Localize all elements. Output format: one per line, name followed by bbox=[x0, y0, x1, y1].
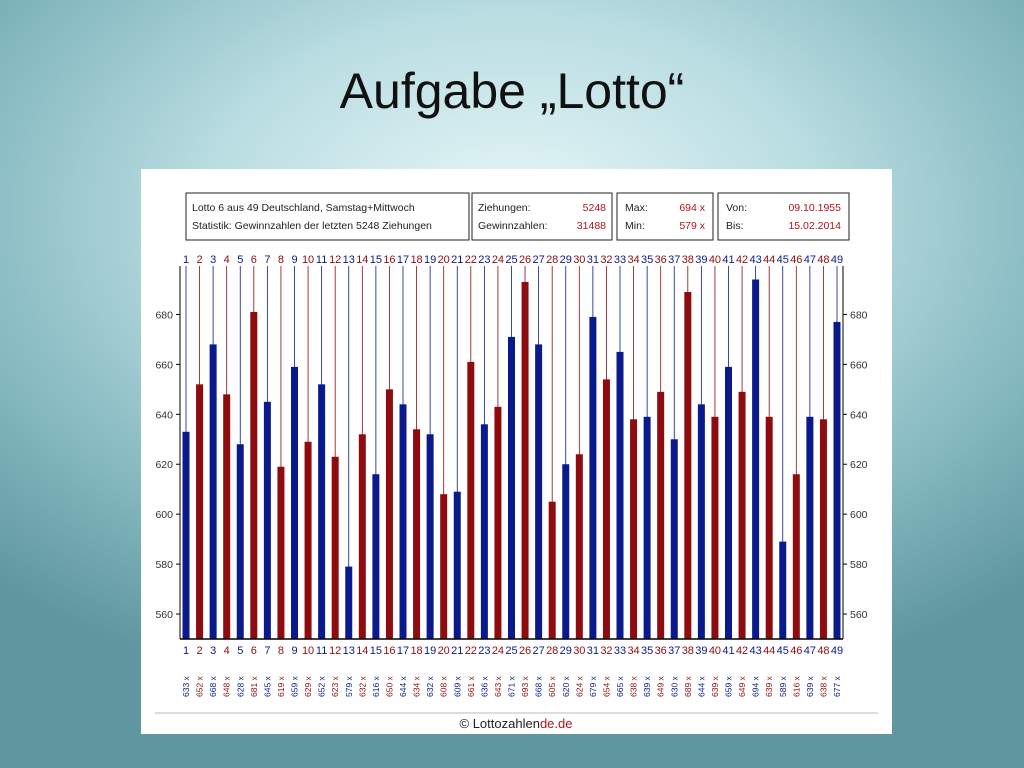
count-label: 620 x bbox=[560, 676, 571, 697]
bis-label: Bis: bbox=[726, 220, 744, 232]
number-label-top: 41 bbox=[722, 254, 735, 266]
y-tick-label-left: 620 bbox=[155, 459, 173, 472]
bar-30 bbox=[576, 454, 583, 639]
number-label-top: 10 bbox=[301, 254, 315, 266]
number-label-bottom: 11 bbox=[315, 645, 328, 657]
count-label: 681 x bbox=[248, 676, 259, 697]
number-label-bottom: 21 bbox=[451, 645, 464, 657]
number-label-top: 19 bbox=[424, 254, 437, 266]
count-label: 608 x bbox=[438, 676, 449, 697]
number-label-top: 37 bbox=[668, 254, 681, 266]
count-label: 694 x bbox=[750, 676, 761, 697]
bar-20 bbox=[440, 494, 447, 639]
bar-21 bbox=[454, 492, 461, 639]
number-label-top: 24 bbox=[491, 254, 505, 266]
lotto-chart bbox=[141, 169, 892, 734]
number-label-bottom: 9 bbox=[291, 645, 298, 657]
count-label: 665 x bbox=[615, 676, 625, 697]
number-label-bottom: 39 bbox=[695, 645, 708, 657]
number-label-bottom: 29 bbox=[559, 645, 572, 657]
number-label-top: 36 bbox=[654, 254, 667, 266]
bar-28 bbox=[549, 502, 556, 639]
min-value: 579 x bbox=[679, 220, 705, 232]
bar-14 bbox=[359, 434, 366, 639]
number-label-top: 15 bbox=[369, 254, 382, 266]
count-label: 628 x bbox=[235, 676, 246, 697]
bar-2 bbox=[196, 384, 203, 639]
y-tick-label-right: 600 bbox=[850, 509, 868, 522]
bar-44 bbox=[766, 417, 773, 639]
y-tick-label-right: 640 bbox=[850, 409, 868, 422]
y-tick-label-right: 560 bbox=[850, 609, 868, 622]
description-line-2: Statistik: Gewinnzahlen der letzten 5248 Ziehungen bbox=[192, 220, 432, 232]
number-label-bottom: 32 bbox=[600, 645, 613, 657]
number-label-top: 34 bbox=[627, 254, 640, 266]
max-label: Max: bbox=[625, 202, 648, 214]
number-label-bottom: 20 bbox=[437, 645, 450, 657]
gewinnzahlen-label: Gewinnzahlen: bbox=[478, 220, 548, 232]
bar-5 bbox=[237, 444, 244, 639]
bar-36 bbox=[657, 392, 664, 639]
bar-25 bbox=[508, 337, 515, 639]
number-label-top: 32 bbox=[600, 254, 613, 266]
number-label-top: 1 bbox=[182, 254, 190, 266]
number-label-top: 6 bbox=[250, 254, 257, 266]
bar-42 bbox=[739, 392, 746, 639]
bar-17 bbox=[400, 404, 407, 639]
bar-18 bbox=[413, 429, 420, 639]
count-label: 677 x bbox=[832, 676, 842, 697]
bar-6 bbox=[250, 312, 257, 639]
count-label: 579 x bbox=[343, 676, 354, 697]
bar-10 bbox=[305, 442, 312, 639]
number-label-bottom: 4 bbox=[223, 645, 230, 657]
bar-31 bbox=[589, 317, 596, 639]
chart-panel bbox=[141, 169, 892, 734]
number-label-top: 42 bbox=[735, 254, 749, 266]
count-label: 645 x bbox=[262, 676, 273, 697]
number-label-bottom: 33 bbox=[613, 645, 627, 657]
number-label-bottom: 43 bbox=[749, 645, 762, 657]
count-label: 638 x bbox=[628, 676, 639, 697]
count-label: 639 x bbox=[709, 676, 720, 697]
number-label-top: 8 bbox=[277, 254, 284, 266]
number-label-top: 12 bbox=[329, 254, 342, 266]
number-label-top: 9 bbox=[291, 254, 298, 266]
bar-8 bbox=[277, 467, 284, 639]
number-label-bottom: 16 bbox=[383, 645, 396, 657]
number-label-top: 25 bbox=[505, 254, 518, 266]
number-label-bottom: 10 bbox=[301, 645, 315, 657]
bar-46 bbox=[793, 474, 800, 639]
number-label-bottom: 37 bbox=[668, 645, 681, 657]
von-value: 09.10.1955 bbox=[788, 202, 841, 214]
number-label-bottom: 35 bbox=[641, 645, 654, 657]
bar-3 bbox=[210, 344, 217, 639]
footer-source bbox=[460, 716, 573, 731]
info-box-dates bbox=[718, 193, 849, 240]
number-label-top: 46 bbox=[790, 254, 803, 266]
number-label-bottom: 38 bbox=[681, 645, 694, 657]
bis-value: 15.02.2014 bbox=[788, 220, 841, 232]
count-label: 648 x bbox=[221, 676, 232, 697]
number-label-bottom: 26 bbox=[518, 645, 532, 657]
y-tick-label-left: 660 bbox=[155, 359, 173, 372]
count-label: 639 x bbox=[764, 676, 775, 697]
bar-34 bbox=[630, 419, 637, 639]
count-label: 629 x bbox=[303, 676, 314, 697]
number-label-bottom: 46 bbox=[790, 645, 803, 657]
number-label-bottom: 1 bbox=[182, 645, 190, 657]
count-label: 654 x bbox=[601, 676, 612, 697]
bar-49 bbox=[834, 322, 841, 639]
number-label-bottom: 18 bbox=[410, 645, 423, 657]
bar-15 bbox=[372, 474, 379, 639]
number-label-bottom: 47 bbox=[803, 645, 816, 657]
number-label-top: 18 bbox=[410, 254, 423, 266]
bar-39 bbox=[698, 404, 705, 639]
number-label-top: 7 bbox=[264, 254, 271, 266]
bar-37 bbox=[671, 439, 678, 639]
bar-23 bbox=[481, 424, 488, 639]
footer-prefix: © Lottozahlen bbox=[459, 716, 540, 731]
bar-22 bbox=[467, 362, 474, 639]
count-label: 619 x bbox=[275, 676, 286, 697]
number-label-top: 39 bbox=[695, 254, 708, 266]
number-label-bottom: 12 bbox=[329, 645, 342, 657]
number-label-top: 22 bbox=[464, 254, 477, 266]
number-label-bottom: 14 bbox=[356, 645, 369, 657]
number-label-bottom: 27 bbox=[532, 645, 545, 657]
number-label-top: 16 bbox=[383, 254, 396, 266]
count-label: 624 x bbox=[574, 676, 585, 697]
number-label-bottom: 3 bbox=[210, 645, 217, 657]
bar-32 bbox=[603, 379, 610, 639]
min-label: Min: bbox=[625, 220, 645, 232]
count-label: 661 x bbox=[465, 676, 476, 697]
bar-35 bbox=[644, 417, 651, 639]
ziehungen-value: 5248 bbox=[582, 202, 606, 214]
number-label-top: 5 bbox=[237, 254, 244, 266]
number-label-top: 4 bbox=[223, 254, 230, 266]
number-label-bottom: 28 bbox=[546, 645, 559, 657]
bar-29 bbox=[562, 464, 569, 639]
y-tick-label-left: 600 bbox=[155, 509, 173, 522]
number-label-bottom: 42 bbox=[735, 645, 749, 657]
number-label-bottom: 25 bbox=[505, 645, 518, 657]
count-label: 630 x bbox=[669, 676, 680, 697]
bar-45 bbox=[779, 542, 786, 639]
count-label: 636 x bbox=[479, 676, 490, 697]
number-label-top: 29 bbox=[559, 254, 572, 266]
y-tick-label-right: 620 bbox=[850, 459, 868, 472]
number-label-top: 49 bbox=[830, 254, 844, 266]
info-box-draws bbox=[472, 193, 612, 240]
y-tick-label-right: 680 bbox=[850, 309, 868, 322]
count-label: 638 x bbox=[818, 676, 829, 697]
description-line-1: Lotto 6 aus 49 Deutschland, Samstag+Mittwoch bbox=[192, 202, 415, 214]
count-label: 632 x bbox=[425, 676, 436, 697]
number-label-bottom: 7 bbox=[264, 645, 271, 657]
number-label-bottom: 17 bbox=[396, 645, 410, 657]
number-label-bottom: 34 bbox=[627, 645, 640, 657]
count-label: 693 x bbox=[520, 676, 531, 697]
number-label-top: 30 bbox=[573, 254, 586, 266]
bar-16 bbox=[386, 389, 393, 639]
count-label: 659 x bbox=[289, 676, 300, 697]
number-label-top: 45 bbox=[776, 254, 789, 266]
bar-43 bbox=[752, 279, 759, 639]
number-label-top: 47 bbox=[803, 254, 816, 266]
bar-12 bbox=[332, 457, 339, 639]
bar-40 bbox=[711, 417, 718, 639]
y-tick-label-left: 580 bbox=[155, 559, 173, 572]
number-label-top: 40 bbox=[708, 254, 722, 266]
number-label-bottom: 8 bbox=[277, 645, 284, 657]
number-label-bottom: 13 bbox=[342, 645, 355, 657]
y-tick-label-left: 680 bbox=[155, 309, 173, 322]
von-label: Von: bbox=[726, 202, 748, 214]
number-label-bottom: 15 bbox=[369, 645, 382, 657]
count-label: 644 x bbox=[696, 676, 707, 697]
count-label: 679 x bbox=[587, 676, 598, 697]
bar-33 bbox=[617, 352, 624, 639]
number-label-top: 28 bbox=[546, 254, 559, 266]
bar-48 bbox=[820, 419, 827, 639]
count-label: 668 x bbox=[533, 676, 544, 697]
number-label-top: 13 bbox=[342, 254, 355, 266]
bar-47 bbox=[806, 417, 813, 639]
number-label-top: 21 bbox=[451, 254, 464, 266]
count-label: 639 x bbox=[642, 676, 653, 697]
bar-27 bbox=[535, 344, 542, 639]
number-label-bottom: 6 bbox=[250, 645, 257, 657]
number-label-bottom: 44 bbox=[763, 645, 776, 657]
number-label-bottom: 24 bbox=[491, 645, 505, 657]
bar-4 bbox=[223, 394, 230, 639]
bar-24 bbox=[494, 407, 501, 639]
count-label: 668 x bbox=[208, 676, 219, 697]
number-label-bottom: 40 bbox=[708, 645, 722, 657]
number-label-top: 14 bbox=[356, 254, 369, 266]
number-label-top: 31 bbox=[586, 254, 599, 266]
count-label: 644 x bbox=[398, 676, 408, 697]
y-tick-label-left: 560 bbox=[155, 609, 173, 622]
number-label-top: 23 bbox=[478, 254, 491, 266]
count-label: 634 x bbox=[411, 676, 422, 697]
number-label-bottom: 45 bbox=[776, 645, 789, 657]
number-label-top: 11 bbox=[315, 254, 328, 266]
count-label: 643 x bbox=[492, 676, 503, 697]
bar-11 bbox=[318, 384, 325, 639]
count-label: 616 x bbox=[370, 676, 381, 697]
count-label: 671 x bbox=[506, 676, 517, 697]
bar-1 bbox=[183, 432, 190, 639]
count-label: 633 x bbox=[181, 676, 191, 697]
count-label: 623 x bbox=[330, 676, 341, 697]
bar-41 bbox=[725, 367, 732, 639]
bar-13 bbox=[345, 567, 352, 639]
count-label: 605 x bbox=[547, 676, 558, 697]
number-label-top: 27 bbox=[532, 254, 545, 266]
count-label: 659 x bbox=[723, 676, 734, 697]
number-label-top: 2 bbox=[196, 254, 203, 266]
number-label-bottom: 19 bbox=[424, 645, 437, 657]
footer-suffix: de.de bbox=[539, 716, 573, 731]
bar-9 bbox=[291, 367, 298, 639]
count-label: 649 x bbox=[737, 676, 748, 697]
count-label: 649 x bbox=[655, 676, 666, 697]
y-tick-label-right: 660 bbox=[850, 359, 868, 372]
count-label: 650 x bbox=[384, 676, 395, 697]
slide-title: Aufgabe „Lotto“ bbox=[339, 63, 685, 119]
ziehungen-label: Ziehungen: bbox=[478, 202, 531, 214]
number-label-top: 26 bbox=[518, 254, 532, 266]
y-tick-label-left: 640 bbox=[155, 409, 173, 422]
count-label: 632 x bbox=[357, 676, 368, 697]
number-label-top: 17 bbox=[396, 254, 410, 266]
bar-7 bbox=[264, 402, 271, 639]
number-label-bottom: 2 bbox=[196, 645, 203, 657]
gewinnzahlen-value: 31488 bbox=[576, 220, 606, 232]
number-label-bottom: 22 bbox=[464, 645, 477, 657]
count-label: 652 x bbox=[194, 676, 205, 697]
count-label: 616 x bbox=[791, 676, 802, 697]
count-label: 689 x bbox=[682, 676, 693, 697]
bar-38 bbox=[684, 292, 691, 639]
number-label-top: 44 bbox=[763, 254, 776, 266]
count-label: 652 x bbox=[316, 676, 327, 697]
number-label-top: 38 bbox=[681, 254, 694, 266]
info-box-description bbox=[186, 193, 469, 240]
number-label-top: 43 bbox=[749, 254, 762, 266]
number-label-bottom: 49 bbox=[830, 645, 844, 657]
info-box-maxmin bbox=[617, 193, 713, 240]
number-label-top: 35 bbox=[641, 254, 654, 266]
number-label-bottom: 36 bbox=[654, 645, 667, 657]
number-label-bottom: 41 bbox=[722, 645, 735, 657]
number-label-top: 48 bbox=[817, 254, 830, 266]
max-value: 694 x bbox=[679, 202, 705, 214]
number-label-bottom: 31 bbox=[586, 645, 599, 657]
count-label: 609 x bbox=[452, 676, 463, 697]
number-label-bottom: 5 bbox=[237, 645, 244, 657]
number-label-bottom: 30 bbox=[573, 645, 586, 657]
count-label: 639 x bbox=[804, 676, 815, 697]
number-label-bottom: 23 bbox=[478, 645, 491, 657]
count-label: 589 x bbox=[777, 676, 788, 697]
number-label-top: 33 bbox=[613, 254, 627, 266]
bar-19 bbox=[427, 434, 434, 639]
bar-26 bbox=[522, 282, 529, 639]
number-label-bottom: 48 bbox=[817, 645, 830, 657]
y-tick-label-right: 580 bbox=[850, 559, 868, 572]
number-label-top: 20 bbox=[437, 254, 450, 266]
number-label-top: 3 bbox=[210, 254, 217, 266]
